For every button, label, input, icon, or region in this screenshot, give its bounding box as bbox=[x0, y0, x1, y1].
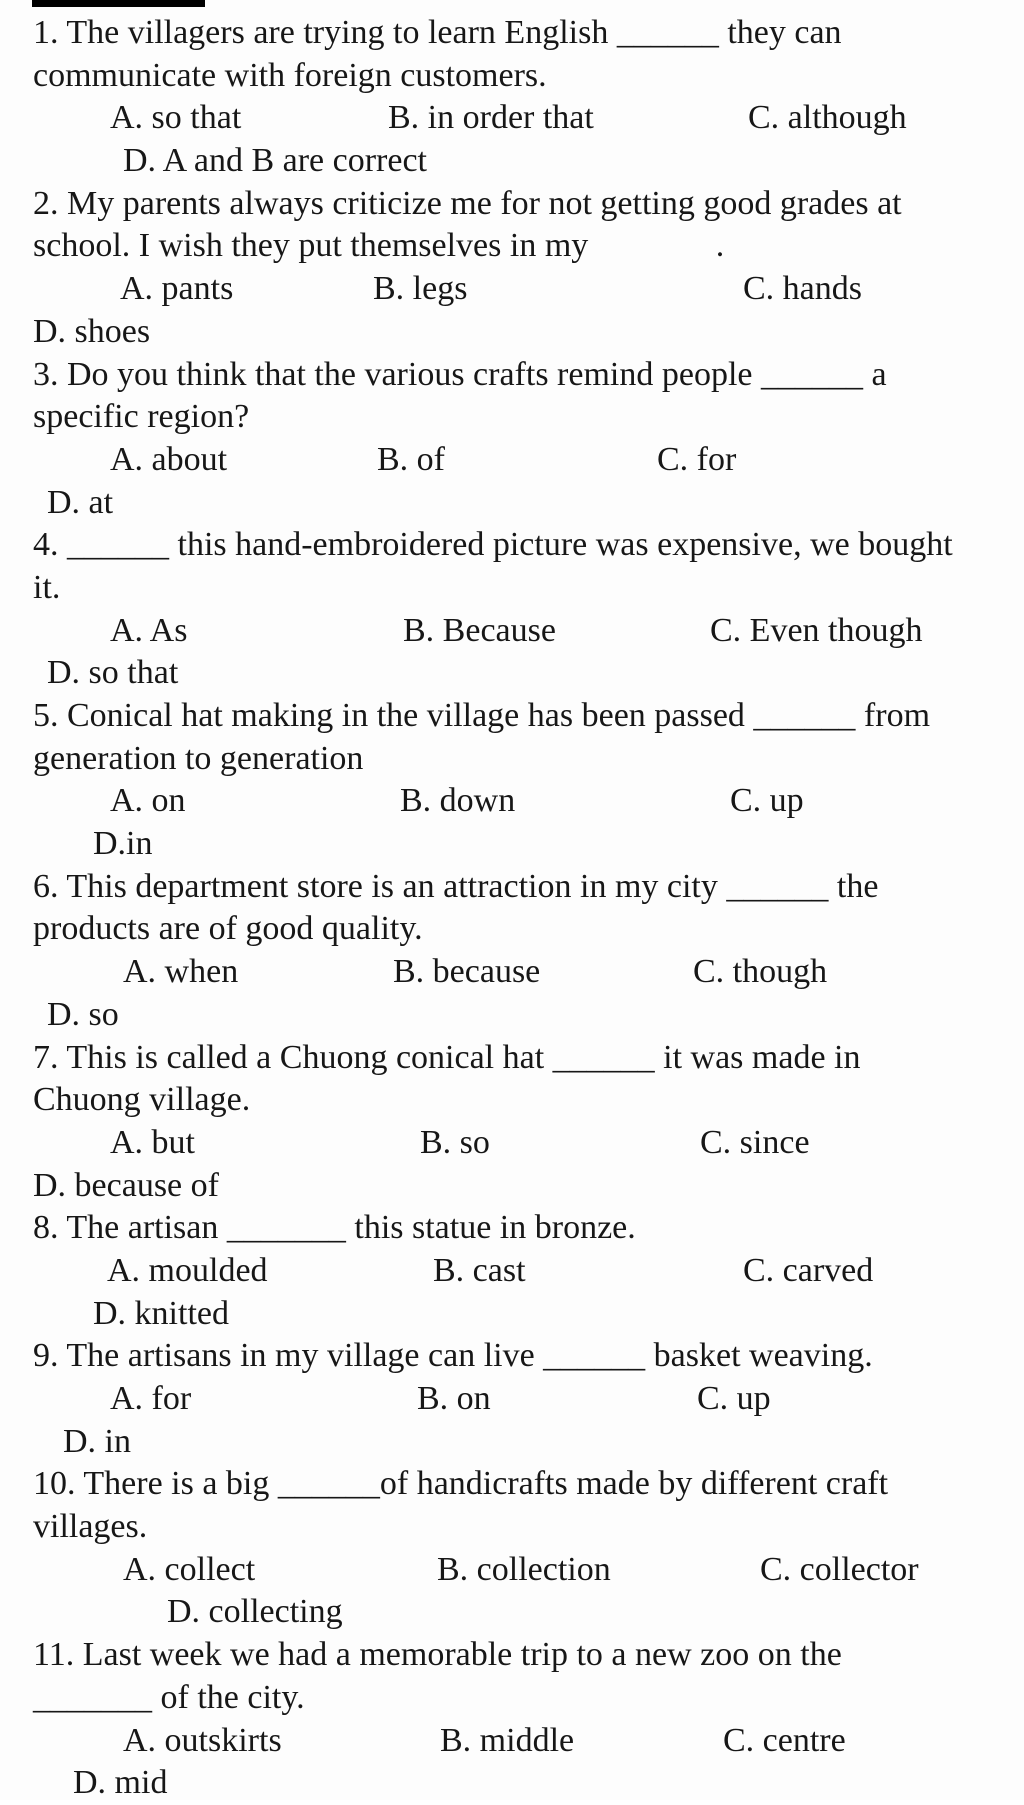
question-3-option-d: D. at bbox=[47, 483, 114, 521]
question-2-option-a: A. pants bbox=[120, 270, 234, 308]
question-7-stem-line-2: Chuong village. bbox=[33, 1081, 251, 1119]
question-9-option-a: A. for bbox=[110, 1380, 192, 1417]
question-4-stem-line-2: it. bbox=[33, 568, 61, 606]
question-2-option-b: B. legs bbox=[373, 270, 468, 308]
question-11-option-b: B. middle bbox=[440, 1721, 575, 1759]
question-7-option-d: D. because of bbox=[33, 1166, 219, 1204]
question-3-option-b: B. of bbox=[377, 440, 445, 478]
question-7-option-c: C. since bbox=[700, 1123, 810, 1161]
question-11-stem-line-1: 11. Last week we had a memorable trip to a new zoo on the bbox=[33, 1636, 842, 1674]
question-11-options-abc bbox=[33, 1720, 1018, 1763]
question-8-options-abc bbox=[33, 1250, 1018, 1293]
question-6-stem-line-2: products are of good quality. bbox=[33, 910, 423, 948]
question-8-option-c: C. carved bbox=[743, 1251, 874, 1289]
question-3-options-abc bbox=[33, 439, 1018, 482]
question-1-option-d: D. A and B are correct bbox=[123, 142, 427, 180]
question-4-option-c: C. Even though bbox=[710, 611, 923, 649]
question-10-option-d: D. collecting bbox=[167, 1593, 343, 1631]
question-4-option-d: D. so that bbox=[47, 654, 179, 692]
question-6-option-a: A. when bbox=[123, 953, 239, 991]
question-3-option-c: C. for bbox=[657, 440, 737, 478]
question-1-option-c: C. although bbox=[748, 99, 907, 137]
question-1-stem-line-2: communicate with foreign customers. bbox=[33, 56, 547, 94]
question-3-stem-line-2: specific region? bbox=[33, 398, 250, 436]
question-6-options-abc bbox=[33, 951, 1018, 994]
question-9-option-b: B. on bbox=[417, 1380, 491, 1417]
question-11-option-d: D. mid bbox=[73, 1764, 168, 1802]
question-9-stem-line-1: 9. The artisans in my village can live ______ basket weaving. bbox=[33, 1337, 873, 1375]
question-10-option-a: A. collect bbox=[123, 1550, 256, 1588]
question-11-stem-line-2: _______ of the city. bbox=[33, 1678, 305, 1716]
question-8-stem-line-1: 8. The artisan _______ this statue in bronze. bbox=[33, 1209, 636, 1247]
question-10-stem-line-2: villages. bbox=[33, 1508, 148, 1546]
question-4-option-a: A. As bbox=[110, 611, 188, 649]
question-2-option-d: D. shoes bbox=[33, 312, 151, 350]
question-4-stem-line-1: 4. ______ this hand-embroidered picture was expensive, we bought bbox=[33, 526, 953, 564]
question-8-option-d: D. knitted bbox=[93, 1294, 229, 1332]
question-7-stem-line-1: 7. This is called a Chuong conical hat ______ it was made in bbox=[33, 1038, 861, 1076]
question-1-option-a: A. so that bbox=[110, 99, 242, 137]
question-9-option-c: C. up bbox=[697, 1380, 771, 1417]
question-10-stem-line-1: 10. There is a big ______of handicrafts made by different craft bbox=[33, 1465, 889, 1503]
question-5-option-c: C. up bbox=[730, 782, 804, 820]
question-list bbox=[33, 12, 1018, 1805]
question-9-options-abc bbox=[33, 1378, 1018, 1421]
question-4-option-b: B. Because bbox=[403, 611, 556, 649]
question-5-options-abc bbox=[33, 780, 1018, 823]
question-9-option-d: D. in bbox=[63, 1422, 131, 1460]
question-6-option-c: C. though bbox=[693, 953, 828, 991]
question-2-options-abc bbox=[33, 268, 1018, 311]
question-5-option-b: B. down bbox=[400, 782, 516, 820]
question-4-options-abc bbox=[33, 610, 1018, 653]
question-6-option-d: D. so bbox=[47, 995, 119, 1033]
question-1-option-b: B. in order that bbox=[388, 99, 594, 137]
scan-artifact-bar bbox=[32, 0, 205, 7]
question-11-option-a: A. outskirts bbox=[123, 1721, 282, 1759]
question-8-option-b: B. cast bbox=[433, 1251, 526, 1289]
question-2-stem-line-1: 2. My parents always criticize me for not getting good grades at bbox=[33, 184, 902, 222]
question-7-option-a: A. but bbox=[110, 1123, 195, 1161]
question-8-option-a: A. moulded bbox=[107, 1251, 268, 1289]
question-3-stem-line-1: 3. Do you think that the various crafts remind people ______ a bbox=[33, 355, 887, 393]
question-5-stem-line-1: 5. Conical hat making in the village has been passed ______ from bbox=[33, 697, 931, 734]
question-5-stem-line-2: generation to generation bbox=[33, 739, 364, 777]
question-5-option-d: D.in bbox=[93, 825, 153, 863]
question-2-option-c: C. hands bbox=[743, 270, 862, 308]
question-7-options-abc bbox=[33, 1122, 1018, 1165]
question-10-options-abc bbox=[33, 1549, 1018, 1592]
question-7-option-b: B. so bbox=[420, 1123, 490, 1161]
question-11-option-c: C. centre bbox=[723, 1721, 846, 1759]
question-6-stem-line-1: 6. This department store is an attraction in my city ______ the bbox=[33, 867, 879, 905]
question-10-option-b: B. collection bbox=[437, 1550, 611, 1588]
question-2-stem-line-2: school. I wish they put themselves in my . bbox=[33, 227, 725, 265]
question-6-option-b: B. because bbox=[393, 953, 541, 991]
question-5-option-a: A. on bbox=[110, 782, 186, 820]
question-10-option-c: C. collector bbox=[760, 1550, 919, 1588]
question-3-option-a: A. about bbox=[110, 440, 228, 478]
question-1-stem-line-1: 1. The villagers are trying to learn English ______ they can bbox=[33, 14, 842, 51]
question-1-options-abc bbox=[33, 97, 1018, 140]
